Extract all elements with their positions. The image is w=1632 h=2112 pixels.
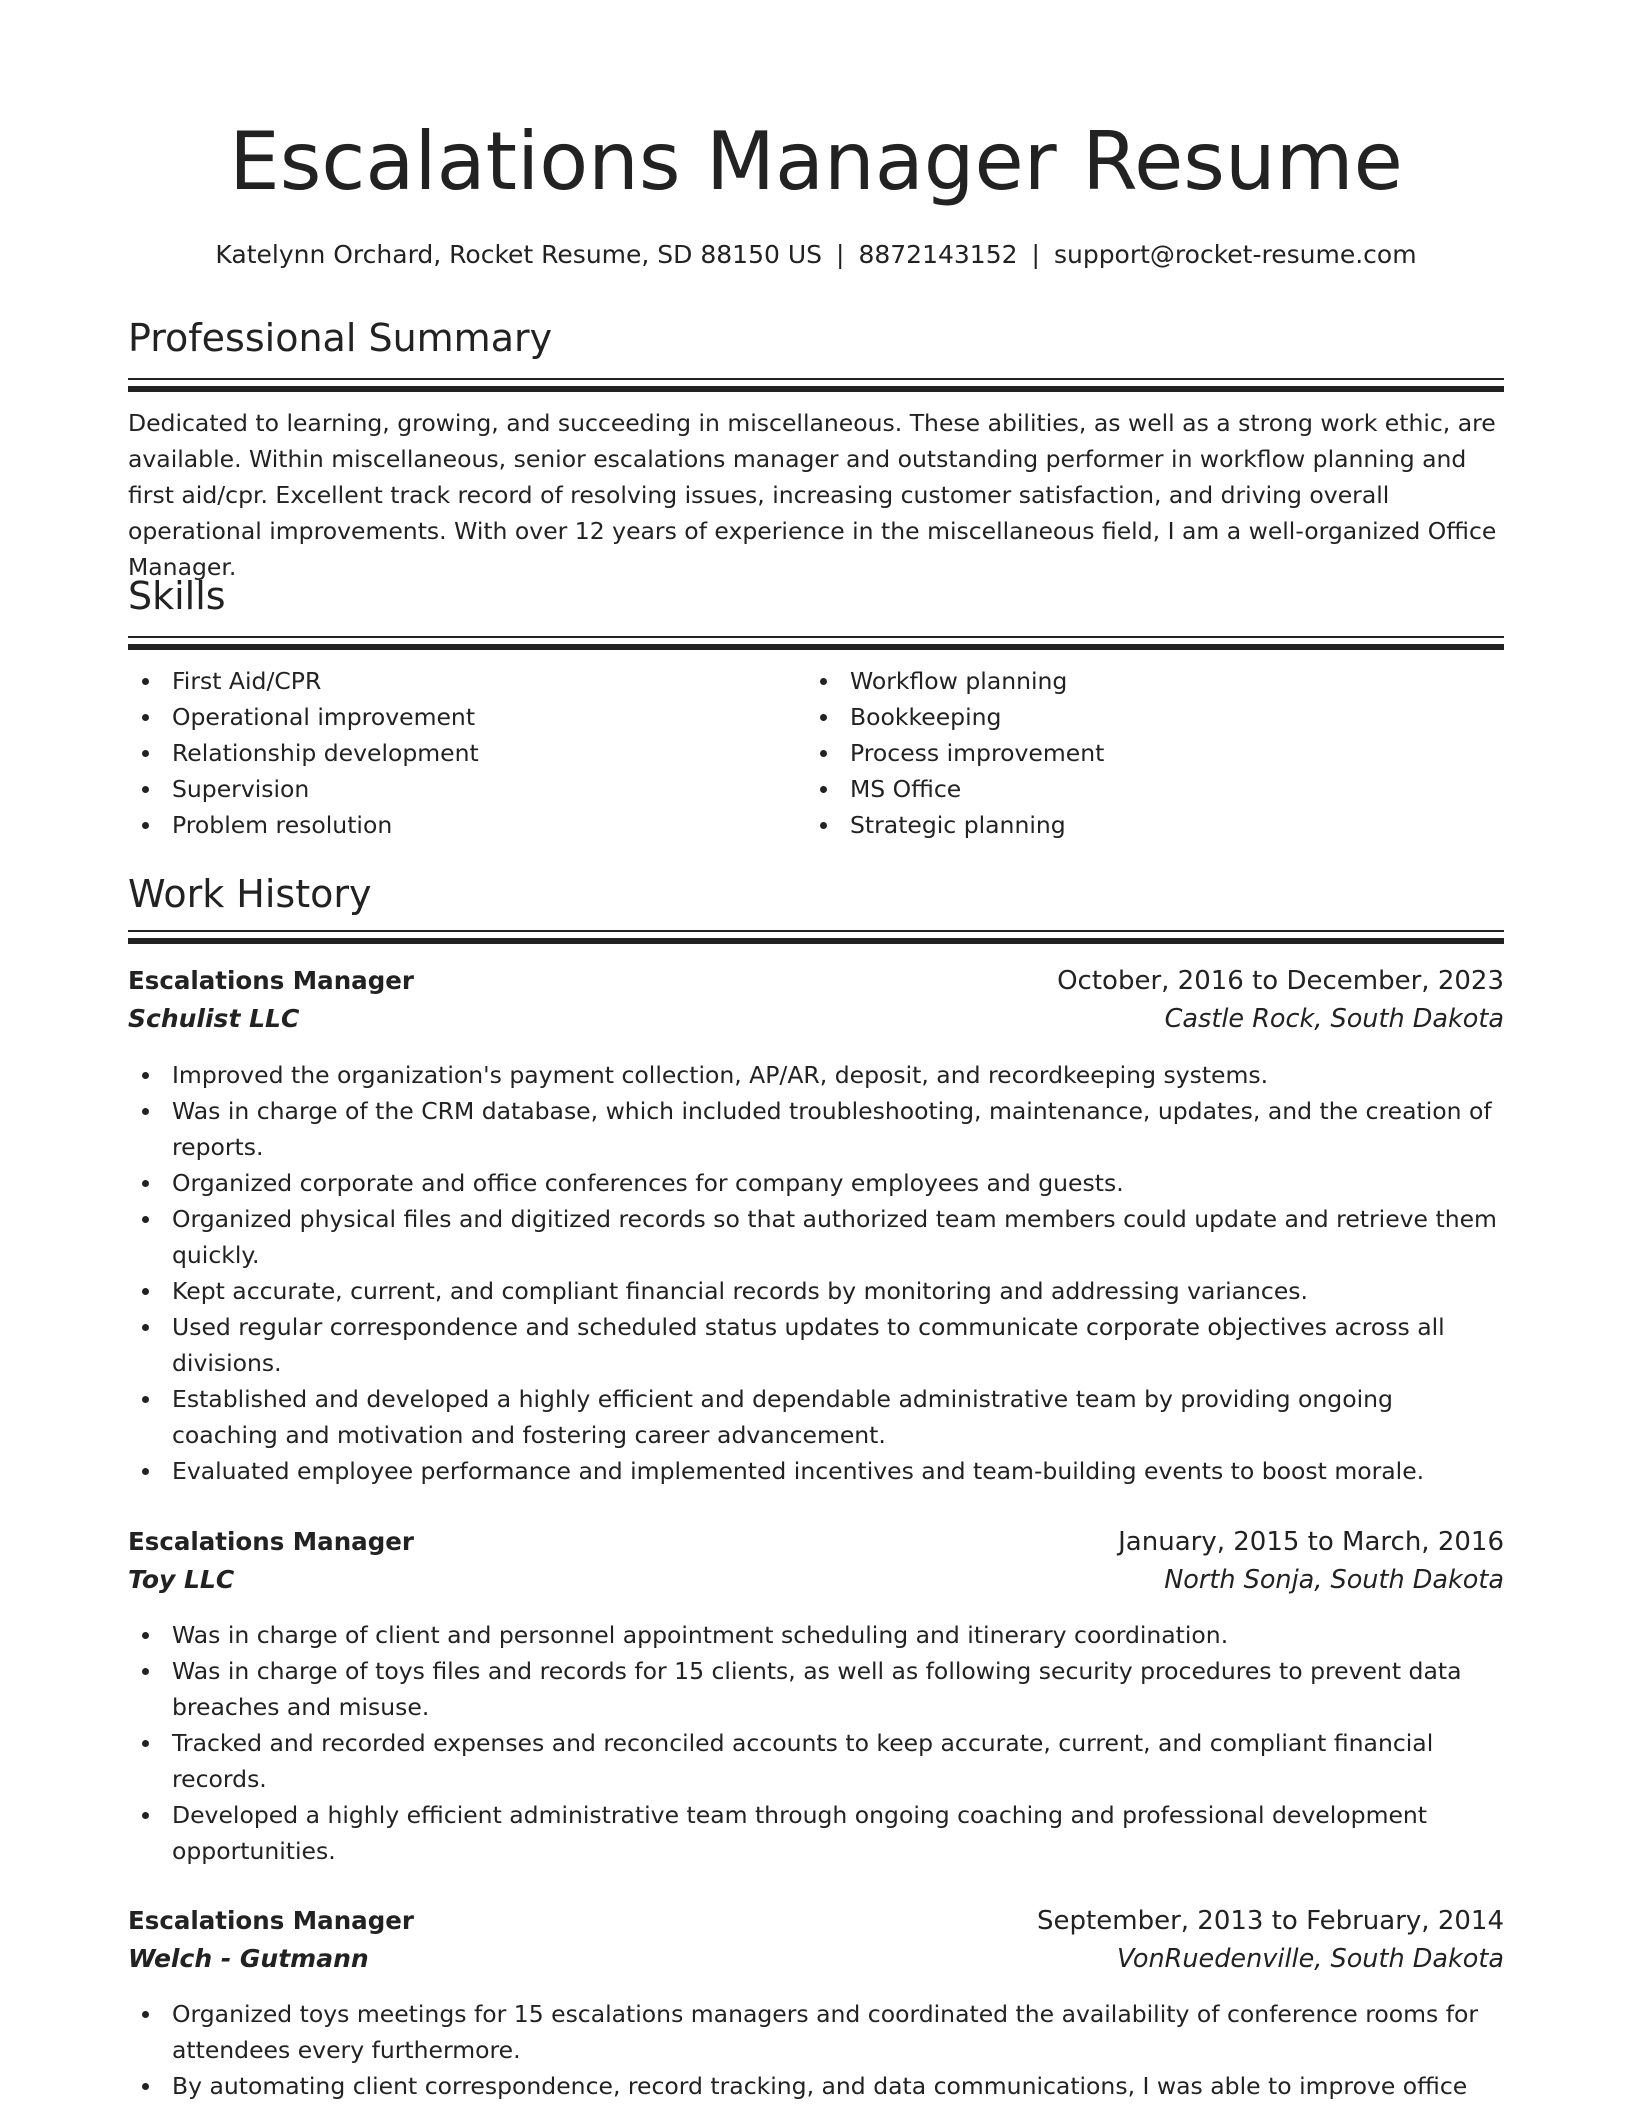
skill-item: MS Office <box>806 771 1486 807</box>
job-dates: September, 2013 to February, 2014 <box>1037 1906 1504 1936</box>
section-divider <box>128 636 1504 650</box>
job-location: Castle Rock, South Dakota <box>1164 1004 1504 1034</box>
skill-item: Workflow planning <box>806 663 1486 699</box>
job-duties-list <box>128 1617 1504 1869</box>
job-company: Toy LLC <box>128 1565 235 1594</box>
contact-line <box>128 240 1504 269</box>
job-location: North Sonja, South Dakota <box>1164 1565 1504 1595</box>
skill-item: Relationship development <box>128 735 808 771</box>
skill-item: Operational improvement <box>128 699 808 735</box>
contact-separator: | <box>836 240 845 269</box>
skill-item: Supervision <box>128 771 808 807</box>
job-duties-list <box>128 1996 1504 2104</box>
section-heading-summary: Professional Summary <box>128 316 553 360</box>
job-location: VonRuedenville, South Dakota <box>1116 1944 1504 1974</box>
section-divider <box>128 378 1504 392</box>
job-header <box>128 1527 1504 1603</box>
job-duty: Was in charge of toys files and records for 15 clients, as well as following security procedures to prevent data breaches and misuse. <box>128 1653 1504 1725</box>
resume-title: Escalations Manager Resume <box>229 115 1403 208</box>
job-duty: Organized toys meetings for 15 escalations managers and coordinated the availability of conference rooms for attendees every furthermore. <box>128 1996 1504 2068</box>
job-duty: Organized physical files and digitized records so that authorized team members could update and retrieve them quickly. <box>128 1201 1504 1273</box>
section-divider <box>128 930 1504 944</box>
job-duty: Organized corporate and office conferences for company employees and guests. <box>128 1165 1504 1201</box>
section-heading-skills: Skills <box>128 574 226 618</box>
job-dates: January, 2015 to March, 2016 <box>1118 1527 1504 1557</box>
job-title: Escalations Manager <box>128 1527 414 1556</box>
resume-page <box>128 0 1504 2112</box>
job-company: Welch - Gutmann <box>128 1944 369 1973</box>
skill-item: Process improvement <box>806 735 1486 771</box>
contact-separator: | <box>1031 240 1040 269</box>
job-duty: Used regular correspondence and scheduled status updates to communicate corporate objectives across all divisions. <box>128 1309 1504 1381</box>
section-heading-work-history: Work History <box>128 872 372 916</box>
job-company: Schulist LLC <box>128 1004 300 1033</box>
job-duty: Developed a highly efficient administrative team through ongoing coaching and professional development opportunities. <box>128 1797 1504 1869</box>
job-title: Escalations Manager <box>128 966 414 995</box>
skill-item: Bookkeeping <box>806 699 1486 735</box>
job-header <box>128 966 1504 1042</box>
job-duty: Tracked and recorded expenses and reconciled accounts to keep accurate, current, and compliant financial records. <box>128 1725 1504 1797</box>
job-dates: October, 2016 to December, 2023 <box>1057 966 1504 996</box>
skills-list-left <box>128 663 808 843</box>
job-duties-list <box>128 1057 1504 1489</box>
skills-list-right <box>806 663 1486 843</box>
job-duty: Improved the organization's payment collection, AP/AR, deposit, and recordkeeping systems. <box>128 1057 1504 1093</box>
job-duty: Established and developed a highly efficient and dependable administrative team by providing ongoing coaching and motivation and fostering career advancement. <box>128 1381 1504 1453</box>
job-duty: Was in charge of the CRM database, which included troubleshooting, maintenance, updates, and the creation of reports. <box>128 1093 1504 1165</box>
skill-item: Strategic planning <box>806 807 1486 843</box>
skill-item: Problem resolution <box>128 807 808 843</box>
summary-text: Dedicated to learning, growing, and succeeding in miscellaneous. These abilities, as well as a strong work ethic, are available. Within miscellaneous, senior escalations manager and outstanding performer in workflow planning and first aid/cpr. Excellent track record of resolving issues, increasing customer satisfaction, and driving overall operational improvements. With over 12 years of experience in the miscellaneous field, I am a well-organized Office Manager. <box>128 409 1497 581</box>
job-duty: Evaluated employee performance and implemented incentives and team-building events to boost morale. <box>128 1453 1504 1489</box>
job-duty: Was in charge of client and personnel appointment scheduling and itinerary coordination. <box>128 1617 1504 1653</box>
contact-phone: 8872143152 <box>858 240 1018 269</box>
job-header <box>128 1906 1504 1982</box>
contact-address: Katelynn Orchard, Rocket Resume, SD 88150 US <box>215 240 823 269</box>
contact-email[interactable]: support@rocket-resume.com <box>1053 240 1417 269</box>
job-duty: By automating client correspondence, record tracking, and data communications, I was able to improve office <box>128 2068 1504 2104</box>
skill-item: First Aid/CPR <box>128 663 808 699</box>
job-duty: Kept accurate, current, and compliant financial records by monitoring and addressing variances. <box>128 1273 1504 1309</box>
job-title: Escalations Manager <box>128 1906 414 1935</box>
